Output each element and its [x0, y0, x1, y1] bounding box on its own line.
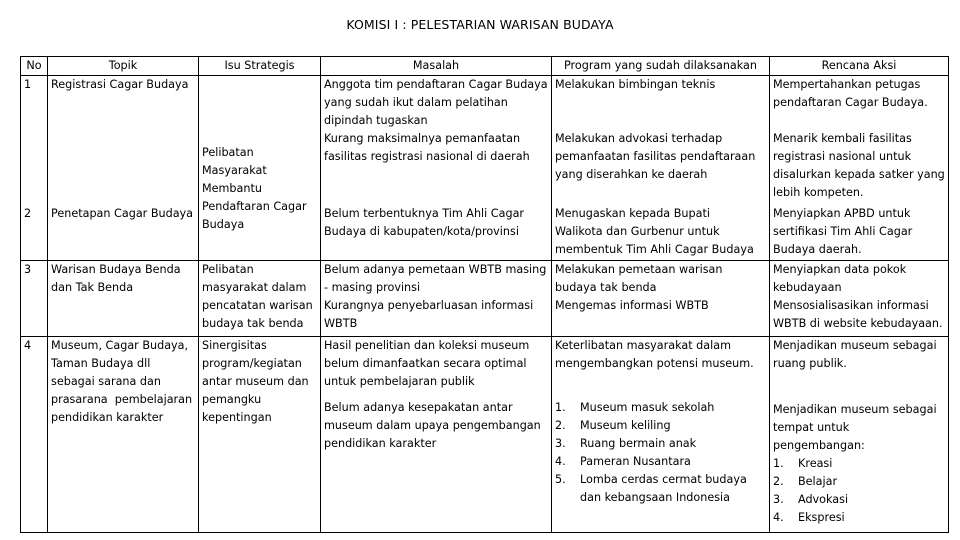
list-item: 4. Pameran Nusantara: [555, 454, 691, 468]
issue-line: Budaya: [202, 218, 245, 231]
plan-line: kebudayaan: [773, 280, 842, 294]
problem-line: Belum terbentuknya Tim Ahli Cagar: [324, 207, 525, 220]
problem-line: Kurangnya penyebarluasan informasi: [324, 298, 534, 312]
program-line: yang diserahkan ke daerah: [555, 168, 708, 181]
problem-cell: [321, 76, 552, 131]
list-item: 3. Advokasi: [773, 492, 849, 506]
problem-line: Belum adanya kesepakatan antar: [324, 400, 513, 414]
problem-line: untuk pembelajaran publik: [324, 374, 475, 388]
problem-line: dipindah tugaskan: [324, 114, 428, 127]
header-isu: Isu Strategis: [199, 57, 321, 76]
problem-line: Kurang maksimalnya pemanfaatan: [324, 132, 521, 145]
list-item: 3. Ruang bermain anak: [555, 436, 697, 450]
problem-line: belum dimanfaatkan secara optimal: [324, 356, 527, 370]
issue-line: Masyarakat: [202, 164, 267, 177]
topic-text: dan Tak Benda: [51, 280, 134, 294]
header-program: Program yang sudah dilaksanakan: [552, 57, 770, 76]
row-number: 2: [21, 205, 48, 260]
program-line: Melakukan advokasi terhadap: [555, 132, 723, 145]
problem-cell: [321, 260, 552, 336]
issue-cell: [199, 76, 321, 261]
topic-text: sebagai sarana dan: [51, 374, 161, 388]
problem-line: museum dalam upaya pengembangan: [324, 418, 541, 432]
problem-line: Budaya di kabupaten/kota/provinsi: [324, 225, 519, 238]
topic-cell: [48, 76, 199, 206]
problem-cell: [321, 205, 552, 260]
plan-line: WBTB di website kebudayaan.: [773, 316, 943, 330]
plan-cell: [770, 260, 949, 336]
list-item: 2. Belajar: [773, 474, 838, 488]
plan-line: pengembangan:: [773, 438, 865, 452]
issue-line: Pelibatan: [202, 262, 254, 276]
list-item: 5. Lomba cerdas cermat budaya dan kebangsaan Indonesia: [555, 472, 747, 504]
problem-line: fasilitas registrasi nasional di daerah: [324, 150, 530, 163]
program-cell: [552, 130, 770, 205]
topic-text: pendidikan karakter: [51, 410, 164, 424]
program-line: mengembangkan potensi museum.: [555, 356, 754, 370]
page-title: KOMISI I : PELESTARIAN WARISAN BUDAYA: [346, 17, 614, 32]
program-cell: [552, 260, 770, 336]
plan-list: [773, 455, 945, 527]
plan-cell: [770, 205, 949, 260]
plan-line: Menyiapkan APBD untuk: [773, 207, 911, 220]
table-row: [21, 205, 949, 260]
issue-line: Pelibatan: [202, 146, 254, 159]
program-cell: [552, 336, 770, 532]
plan-line: lebih kompeten.: [773, 186, 864, 199]
plan-line: Mensosialisasikan informasi: [773, 298, 929, 312]
row-number: 3: [21, 260, 48, 336]
topic-cell: [48, 336, 199, 532]
plan-cell: [770, 76, 949, 131]
plan-line: registrasi nasional untuk: [773, 150, 912, 163]
plan-line: Menjadikan museum sebagai: [773, 338, 937, 352]
header-row: [21, 57, 949, 76]
plan-line: tempat untuk: [773, 420, 850, 434]
topic-text: Museum, Cagar Budaya,: [51, 338, 189, 352]
plan-cell: [770, 130, 949, 205]
problem-line: WBTB: [324, 316, 358, 330]
topic-text: Taman Budaya dll: [51, 356, 151, 370]
issue-line: pencatatan warisan: [202, 298, 313, 312]
plan-line: Menyiapkan data pokok: [773, 262, 907, 276]
issue-cell: [199, 336, 321, 532]
program-line: pemanfaatan fasilitas pendaftaraan: [555, 150, 756, 163]
header-masalah: Masalah: [321, 57, 552, 76]
plan-line: pendaftaran Cagar Budaya.: [773, 96, 928, 109]
plan-line: disalurkan kepada satker yang: [773, 168, 945, 181]
topic-cell: [48, 260, 199, 336]
header-rencana: Rencana Aksi: [770, 57, 949, 76]
issue-line: Pendaftaran Cagar: [202, 200, 307, 213]
issue-line: Sinergisitas: [202, 338, 267, 352]
program-line: Walikota dan Gurbenur untuk: [555, 225, 720, 238]
problem-line: Belum adanya pemetaan WBTB masing: [324, 262, 547, 276]
problem-cell: [321, 336, 552, 532]
table-row: [21, 76, 949, 131]
program-line: budaya tak benda: [555, 280, 657, 294]
program-line: Melakukan pemetaan warisan: [555, 262, 723, 276]
program-cell: [552, 205, 770, 260]
program-line: Keterlibatan masyarakat dalam: [555, 338, 732, 352]
topic-text: Registrasi Cagar Budaya: [51, 78, 189, 91]
issue-line: Membantu: [202, 182, 262, 195]
header-topik: Topik: [48, 57, 199, 76]
issue-line: antar museum dan: [202, 374, 309, 388]
plan-line: Mempertahankan petugas: [773, 78, 921, 91]
plan-cell: [770, 336, 949, 532]
issue-line: kepentingan: [202, 410, 272, 424]
problem-line: pendidikan karakter: [324, 436, 437, 450]
row-number: 4: [21, 336, 48, 532]
row-number: 1: [21, 76, 48, 206]
list-item: 1. Museum masuk sekolah: [555, 400, 715, 414]
topic-text: prasarana pembelajaran: [51, 392, 193, 406]
problem-cell: [321, 130, 552, 205]
table-row: [21, 336, 949, 532]
issue-line: budaya tak benda: [202, 316, 304, 330]
topic-text: Warisan Budaya Benda: [51, 262, 181, 276]
program-line: membentuk Tim Ahli Cagar Budaya: [555, 243, 754, 256]
plan-line: Menarik kembali fasilitas: [773, 132, 912, 145]
issue-line: program/kegiatan: [202, 356, 302, 370]
header-no: No: [21, 57, 48, 76]
problem-line: yang sudah ikut dalam pelatihan: [324, 96, 508, 109]
program-line: Menugaskan kepada Bupati: [555, 207, 710, 220]
issue-cell: [199, 260, 321, 336]
program-line: Mengemas informasi WBTB: [555, 298, 709, 312]
program-line: Melakukan bimbingan teknis: [555, 78, 716, 91]
program-list: [555, 399, 766, 507]
list-item: 1. Kreasi: [773, 456, 833, 470]
problem-line: Anggota tim pendaftaran Cagar Budaya: [324, 78, 548, 91]
table-row: [21, 260, 949, 336]
problem-line: - masing provinsi: [324, 280, 421, 294]
problem-line: Hasil penelitian dan koleksi museum: [324, 338, 530, 352]
list-item: 4. Ekspresi: [773, 510, 845, 524]
list-item: 2. Museum keliling: [555, 418, 671, 432]
komisi-table: [20, 56, 949, 533]
plan-line: sertifikasi Tim Ahli Cagar: [773, 225, 913, 238]
issue-line: pemangku: [202, 392, 262, 406]
topic-text: Penetapan Cagar Budaya: [51, 207, 194, 220]
plan-line: Menjadikan museum sebagai: [773, 402, 937, 416]
topic-cell: [48, 205, 199, 260]
plan-line: Budaya daerah.: [773, 243, 862, 256]
issue-line: masyarakat dalam: [202, 280, 307, 294]
program-cell: [552, 76, 770, 131]
plan-line: ruang publik.: [773, 356, 847, 370]
